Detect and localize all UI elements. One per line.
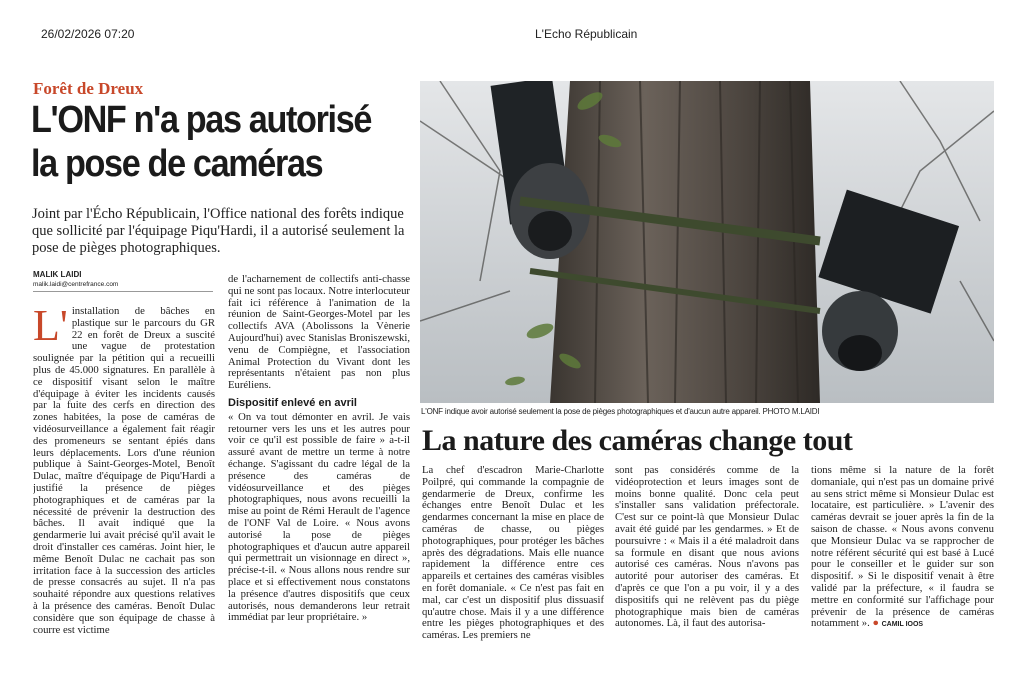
column-4-text: sont pas considérés comme de la vidéoprotection et leurs images sont de moins bonne qualité. Donc cela peut s'installer sans validation préfectorale. C'est sur ce point-là que Monsieur Dulac avait été guidé par les gendarmes. » Et de poursuivre : « Mais il a été maladroit dans sa formule en disant que nous avions autorisé ces caméras. Nous n'avons pas autorité pour autoriser des caméras. Et d'après ce que l'on a pu voir, il y a des dispositifs qui ne relèvent pas du piège photographique mais bien de caméras autonomes. Là, il faut des autorisa- (615, 465, 799, 630)
column-2-text-b: « On va tout démonter en avril. Je vais retourner vers les uns et les autres pour voir ce qu'il est possible de faire » a-t-il assuré avant de mettre un terme à notre échange. S'agissant du cadre légal de la présence des caméras de vidéosurveillance et des pièges photographiques, nous avons recueilli la mise au point de Rémi Herault de l'agence de l'ONF Val de Loire. « Nous avons autorisé la pose de pièges photographiques et d'aucun autre appareil qui permettrait un visionnage en direct », précise-t-il. « Nous allons nous rendre sur place et si effectivement nous constatons la présence d'autres dispositifs que ceux autorisés, nous demanderons leur retrait immédiat par leur propriétaire. » (228, 410, 410, 624)
column-1-text: installation de bâches en plastique sur le parcours du GR 22 en forêt de Dreux a suscité une vague de protestation soulignée par la pétition qui a recueilli plus de 45.000 signatures. En parallèle à ce dispositif visant selon le maître d'équipage à éviter les incidents causés par la fuite des cerfs en direction des zones habitées, la pose de caméras de vidéosurveillance a également fait réagir des promeneurs se sentant épiés dans leurs déplacements. Lors d'une réunion publique à Saint-Georges-Motel, Benoît Dulac, maître d'équipage de Piqu'Hardi a justifié la présence de pièges photographiques et de caméras par la nécessité de prévenir la destruction des bâches. Il avait indiqué que la gendarmerie lui avait précisé qu'il avait le droit d'installer ces caméras. Joint hier, le même Benoît Dulac ne cachait pas son irritation face à la succession des articles de presse consacrés au sujet. Il n'a pas souhaité répondre aux questions relatives à la présence des caméras. Benoît Dulac considère que son équipage de chasse à courre est victime (33, 306, 215, 636)
section-subhead: Dispositif enlevé en avril (228, 396, 357, 409)
column-3-text: La chef d'escadron Marie-Charlotte Poilpré, qui commande la compagnie de gendarmerie de Dreux, confirme les échanges entre Benoît Dulac et les gendarmes concernant la mise en place de caméras de chasse, ou pièges photographiques, pour protéger les bâches après des dégradations. Mais elle nuance rapidement la différence entre ces appareils et certaines des caméras visibles en forêt domaniale. « Ce n'est pas fait en mal, car c'est un dispositif plus dissuasif qu'autre chose. Mais il y a une différence entre les pièges photographiques et des caméras. Les premiers ne (422, 465, 604, 642)
article-kicker: Forêt de Dreux (33, 79, 144, 98)
byline-divider (33, 291, 213, 292)
tree-camera-photo (420, 81, 994, 403)
column-2-text: de l'acharnement de collectifs anti-chasse qui ne sont pas locaux. Notre interlocuteur fait ici référence à l'animation de la réunion de Saint-Georges-Motel par les collectifs AVA (Abolissons la Vènerie Aujourd'hui) avec Stanislas Broniszewski, venu de Compiègne, et l'association Animal Protection du Vivant dont les représentants n'étaient pas non plus Euréliens. (228, 274, 410, 392)
article-headline: L'ONF n'a pas autorisé la pose de caméras (31, 99, 372, 185)
author-name: MALIK LAIDI (33, 270, 82, 279)
publication-name: L'Echo Républicain (535, 27, 638, 41)
text-column-1 (33, 306, 215, 674)
byline (33, 270, 213, 288)
print-header (0, 27, 1024, 43)
drop-cap: L' (33, 306, 68, 350)
article-lead: Joint par l'Écho Républicain, l'Office national des forêts indique que sollicité par l'équipage Piqu'Hardi, il a autorisé seulement la pose de pièges photographiques. (32, 206, 405, 256)
text-column-3 (422, 465, 604, 675)
column-5-text: tions même si la nature de la forêt domaniale, qui n'est pas un domaine privé au sens strict même si Monsieur Dulac est locataire, est particulière. » L'avenir des caméras devrait se jouer après la fin de la saison de chasse. « Nous avons convenu que Monsieur Dulac va se rapprocher de notre référent sécurité qui est basé à Lucé pour le conseiller et le guider sur son dispositif. » Si le dispositif venait à être validé par la préfecture, « il faudra se mettre en conformité sur l'affichage pour prévenir de la présence de caméras notamment ». (811, 465, 994, 630)
article-photo (420, 81, 994, 403)
second-headline: La nature des caméras change tout (422, 424, 853, 457)
end-mark: ● (872, 617, 879, 630)
author-email: malik.laidi@centrefrance.com (33, 281, 119, 288)
photo-caption: L'ONF indique avoir autorisé seulement la pose de pièges photographiques et d'aucun autre appareil. PHOTO M.LAIDI (421, 407, 820, 416)
end-author: CAMIL IOOS (881, 621, 924, 629)
text-column-4 (615, 465, 799, 675)
print-date: 26/02/2026 07:20 (41, 27, 135, 41)
text-column-2 (228, 274, 410, 669)
text-column-5 (811, 465, 994, 675)
